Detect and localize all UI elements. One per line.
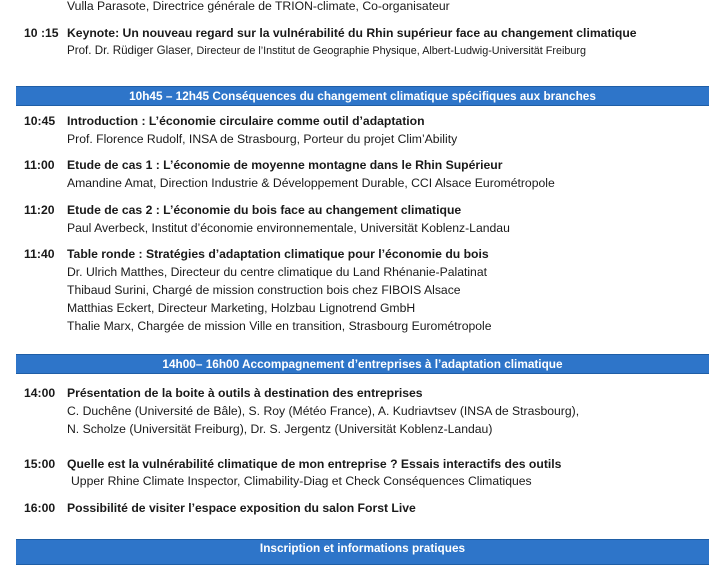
agenda-title: Etude de cas 1 : L’économie de moyenne montagne dans le Rhin Supérieur bbox=[67, 158, 503, 172]
agenda-title: Table ronde : Stratégies d’adaptation climatique pour l’économie du bois bbox=[67, 247, 489, 261]
speaker-line: Prof. Florence Rudolf, INSA de Strasbourg, Porteur du projet Clim’Ability bbox=[67, 132, 458, 146]
agenda-time: 15:00 bbox=[24, 457, 56, 471]
agenda-title: Présentation de la boite à outils à destination des entreprises bbox=[67, 386, 423, 400]
speaker-line: Paul Averbeck, Institut d’économie environnementale, Universität Koblenz-Landau bbox=[67, 221, 510, 235]
footer-banner: Inscription et informations pratiques bbox=[16, 539, 709, 565]
session-banner: 14h00– 16h00 Accompagnement d’entreprises à l’adaptation climatique bbox=[16, 354, 709, 374]
speaker-line: Amandine Amat, Direction Industrie & Développement Durable, CCI Alsace Eurométropole bbox=[67, 176, 555, 190]
agenda-time: 11:00 bbox=[24, 158, 55, 172]
agenda-title: Introduction : L’économie circulaire comme outil d’adaptation bbox=[67, 114, 425, 128]
speaker-line bbox=[67, 43, 586, 59]
agenda-title: Keynote: Un nouveau regard sur la vulnérabilité du Rhin supérieur face au changement climatique bbox=[67, 26, 637, 40]
agenda-title: Etude de cas 2 : L’économie du bois face au changement climatique bbox=[67, 203, 462, 217]
speaker-line: Dr. Ulrich Matthes, Directeur du centre climatique du Land Rhénanie-Palatinat bbox=[67, 265, 488, 279]
speaker-line: Vulla Parasote, Directrice générale de TRION-climate, Co-organisateur bbox=[67, 0, 450, 13]
speaker-line: N. Scholze (Universität Freiburg), Dr. S. Jergentz (Universität Koblenz-Landau) bbox=[67, 422, 493, 436]
agenda-title: Possibilité de visiter l’espace exposition du salon Forst Live bbox=[67, 501, 416, 515]
agenda-time: 10 :15 bbox=[24, 26, 59, 40]
speaker-line: C. Duchêne (Université de Bâle), S. Roy (Météo France), A. Kudriavtsev (INSA de Strasbourg), bbox=[67, 404, 580, 418]
agenda-time: 11:40 bbox=[24, 247, 55, 261]
speaker-line: Thibaud Surini, Chargé de mission construction bois chez FIBOIS Alsace bbox=[67, 283, 461, 297]
speaker-name: Prof. Dr. Rüdiger Glaser, bbox=[67, 44, 194, 57]
agenda-time: 14:00 bbox=[24, 386, 56, 400]
speaker-line: Thalie Marx, Chargée de mission Ville en transition, Strasbourg Eurométropole bbox=[67, 319, 492, 333]
agenda-time: 10:45 bbox=[24, 114, 56, 128]
session-banner: 10h45 – 12h45 Conséquences du changement climatique spécifiques aux branches bbox=[16, 86, 709, 106]
agenda-time: 11:20 bbox=[24, 203, 55, 217]
speaker-line: Matthias Eckert, Directeur Marketing, Holzbau Lignotrend GmbH bbox=[67, 301, 416, 315]
agenda-title: Quelle est la vulnérabilité climatique de mon entreprise ? Essais interactifs des outils bbox=[67, 457, 562, 471]
speaker-line: Upper Rhine Climate Inspector, Climability-Diag et Check Conséquences Climatiques bbox=[71, 474, 532, 488]
agenda-time: 16:00 bbox=[24, 501, 56, 515]
speaker-role: Directeur de l’Institut de Geographie Physique, Albert-Ludwig-Universität Freiburg bbox=[196, 45, 587, 57]
